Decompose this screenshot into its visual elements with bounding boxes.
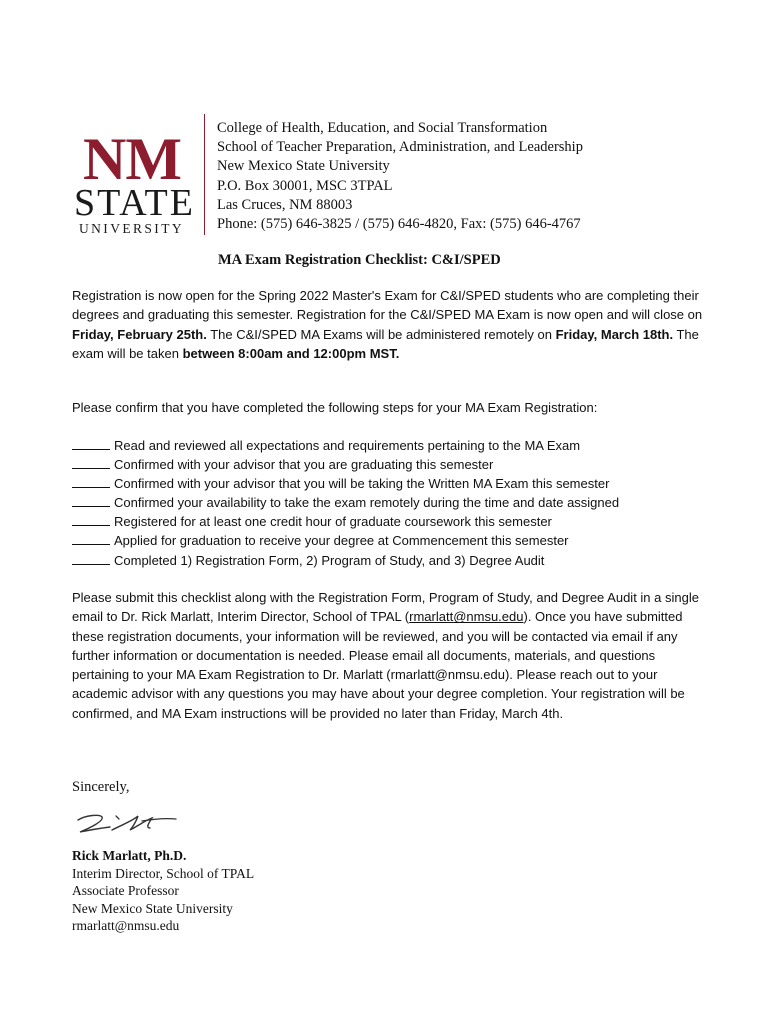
checklist-item-text: Registered for at least one credit hour of graduate coursework this semester <box>114 514 552 530</box>
checklist-item-text: Read and reviewed all expectations and requirements pertaining to the MA Exam <box>114 438 581 453</box>
checklist-blank[interactable] <box>72 494 110 507</box>
checklist-blank[interactable] <box>72 552 110 565</box>
checklist-item <box>72 551 692 570</box>
exam-date: Friday, March 18th. <box>555 326 674 342</box>
address-college: College of Health, Education, and Social Transformation <box>217 120 548 136</box>
checklist-blank[interactable] <box>72 456 110 469</box>
signature-block <box>72 847 254 935</box>
intro-paragraph <box>72 286 712 363</box>
logo-nm-text: NM <box>83 126 181 192</box>
email-link[interactable]: rmarlatt@nmsu.edu <box>409 609 524 625</box>
address-university: New Mexico State University <box>217 158 390 175</box>
logo-state-text: STATE <box>74 182 195 224</box>
intro-text-1: Registration is now open for the Spring 2022 Master's Exam for C&I/SPED students who are completing their degrees and graduating this semester. Registration for the C&I/SPED MA Exam is now open and will close on <box>72 288 703 323</box>
checklist-blank[interactable] <box>72 513 110 526</box>
checklist-item <box>72 531 692 550</box>
checklist-item <box>72 512 692 531</box>
checklist-item <box>72 455 692 474</box>
exam-time: between 8:00am and 12:00pm MST. <box>182 345 400 361</box>
address-po-box: P.O. Box 30001, MSC 3TPAL <box>217 177 393 194</box>
checklist-instructions: Please confirm that you have completed the following steps for your MA Exam Registration: <box>72 400 598 415</box>
checklist-blank[interactable] <box>72 532 110 545</box>
signer-name: Rick Marlatt, Ph.D. <box>72 848 187 863</box>
registration-close-date: Friday, February 25th. <box>72 326 207 342</box>
nmsu-logo <box>74 126 195 236</box>
checklist-item-text: Confirmed with your advisor that you are graduating this semester <box>114 457 494 473</box>
header-divider <box>204 114 205 235</box>
checklist-item-text: Confirmed with your advisor that you will be taking the Written MA Exam this semester <box>114 476 610 492</box>
address-city: Las Cruces, NM 88003 <box>217 196 353 213</box>
signer-role: Interim Director, School of TPAL <box>72 865 255 881</box>
intro-text-3: The exam will be taken <box>72 326 699 361</box>
address-phone: Phone: (575) 646-3825 / (575) 646-4820, Fax: (575) 646-4767 <box>217 216 581 233</box>
handwritten-signature <box>72 806 182 838</box>
logo-university-text: UNIVERSITY <box>79 221 184 236</box>
checklist-item-text: Applied for graduation to receive your degree at Commencement this semester <box>114 533 569 549</box>
checklist-item <box>72 474 692 493</box>
closing-salutation: Sincerely, <box>72 779 130 795</box>
submission-paragraph <box>72 588 712 723</box>
checklist-item-text: Completed 1) Registration Form, 2) Program of Study, and 3) Degree Audit <box>114 552 545 568</box>
address-school: School of Teacher Preparation, Administration, and Leadership <box>217 139 583 156</box>
checklist-item <box>72 493 692 512</box>
signer-email: rmarlatt@nmsu.edu <box>72 918 180 934</box>
checklist-item <box>72 436 692 455</box>
document-title: MA Exam Registration Checklist: C&I/SPED <box>218 252 501 268</box>
letterhead-address <box>217 119 583 234</box>
submission-text-1: Please submit this checklist along with the Registration Form, Program of Study, and Degree Audit in a single email to Dr. Rick Marlatt, Interim Director, School of TPAL ( <box>72 590 699 625</box>
signer-institution: New Mexico State University <box>72 900 233 916</box>
registration-checklist <box>72 436 692 570</box>
submission-text-2: ). Once you have submitted these registration documents, your information will be reviewed, and you will be contacted via email if any further information or documentation is needed. Please email all documents, materials, and questions pertaining to your MA Exam Registration to Dr. Marlatt (rmarlatt@nmsu.edu). Please reach out to your academic advisor with any questions you may have about your degree completion. Your registration will be confirmed, and MA Exam instructions will be provided no later than Friday, March 4th. <box>72 609 685 721</box>
intro-text-2: The C&I/SPED MA Exams will be administered remotely on <box>206 326 556 342</box>
checklist-item-text: Confirmed your availability to take the exam remotely during the time and date assigned <box>114 495 620 511</box>
checklist-blank[interactable] <box>72 437 110 450</box>
checklist-blank[interactable] <box>72 475 110 488</box>
signer-title: Associate Professor <box>72 883 179 899</box>
